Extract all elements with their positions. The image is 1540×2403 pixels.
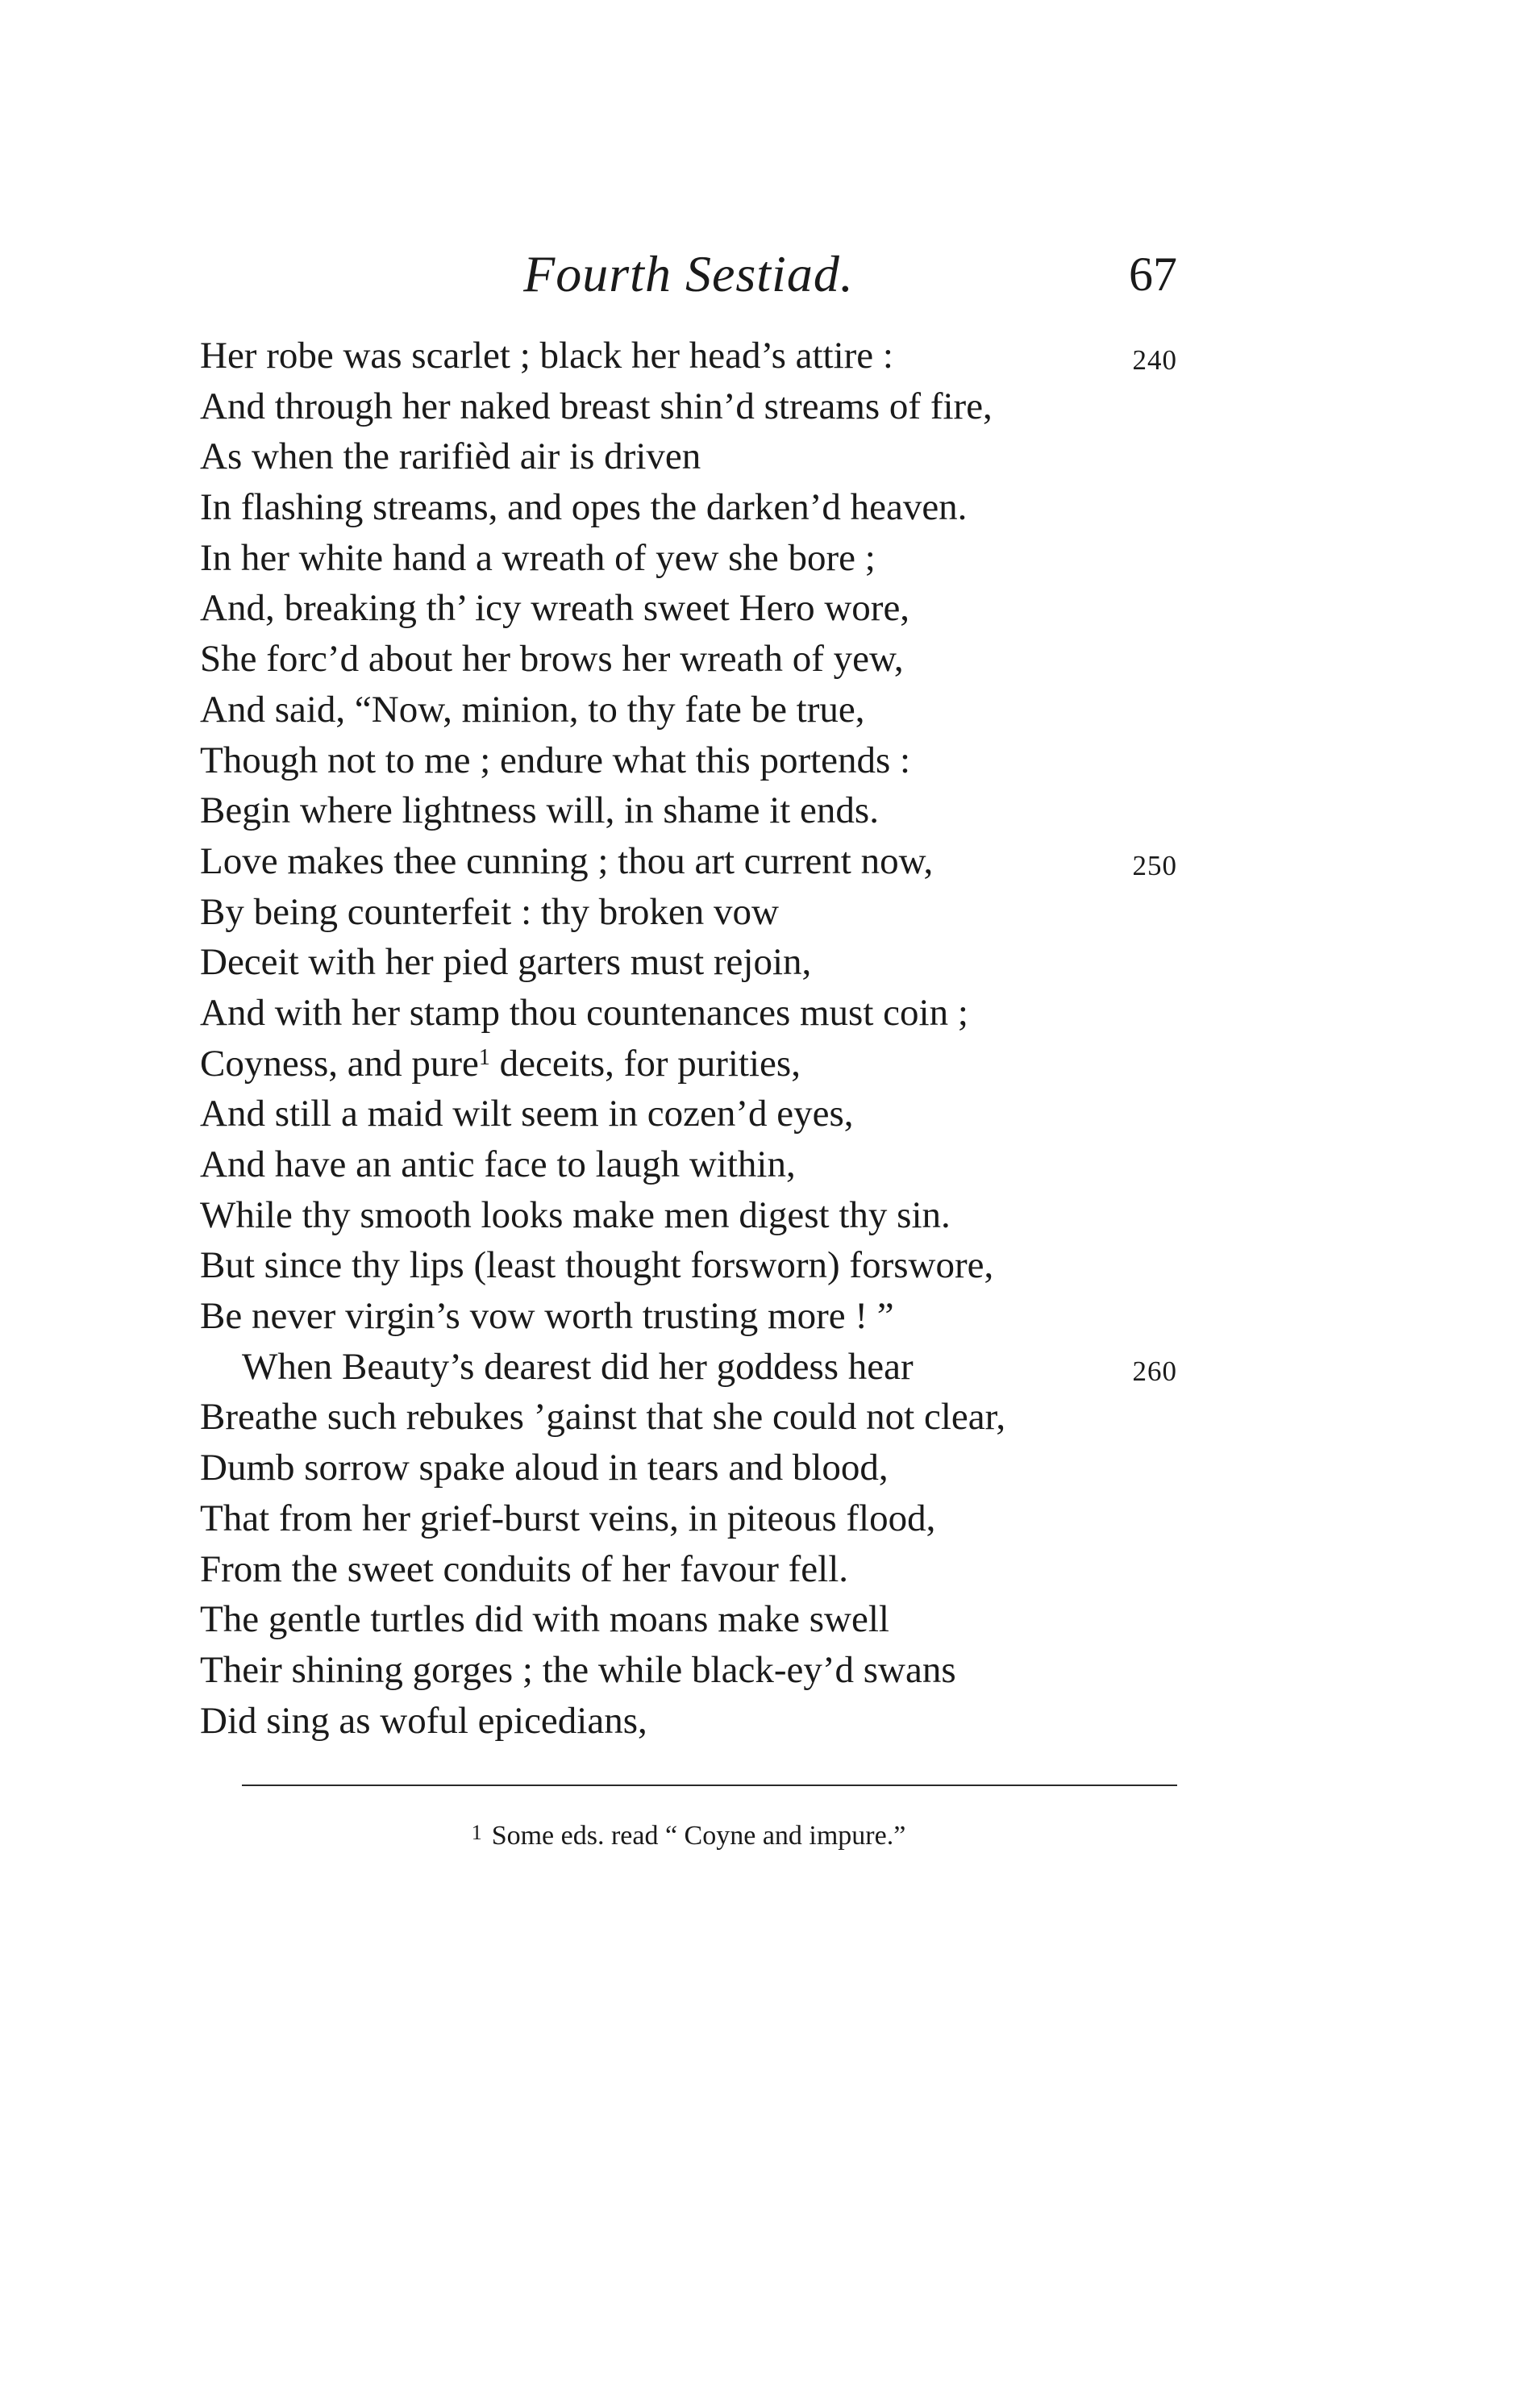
verse-line <box>200 1342 1177 1393</box>
verse-text: When Beauty’s dearest did her goddess hear <box>242 1345 914 1388</box>
verse-line <box>200 1594 1177 1645</box>
verse-text: And still a maid wilt seem in cozen’d eyes, <box>200 1093 854 1135</box>
verse-line <box>200 1696 1177 1747</box>
verse-text: And with her stamp thou countenances must coin ; <box>200 991 968 1034</box>
verse-text: That from her grief-burst veins, in piteous flood, <box>200 1497 936 1539</box>
verse-line <box>200 583 1177 634</box>
verse-line <box>200 1493 1177 1544</box>
page-header <box>200 234 1177 314</box>
line-number: 240 <box>1132 344 1177 376</box>
verse-text: Begin where lightness will, in shame it ends. <box>200 789 879 832</box>
verse-text-after-mark: deceits, for purities, <box>489 1042 801 1085</box>
verse-text: Love makes thee cunning ; thou art current now, <box>200 839 934 882</box>
footnote-text: Some eds. read “ Coyne and impure.” <box>491 1821 906 1851</box>
verse-line <box>200 1139 1177 1190</box>
verse-text: And have an antic face to laugh within, <box>200 1143 796 1185</box>
verse-text: And through her naked breast shin’d streams of fire, <box>200 385 993 427</box>
verse-line <box>200 1039 1177 1089</box>
verse-text: Her robe was scarlet ; black her head’s attire : <box>200 335 893 377</box>
verse-text: Be never virgin’s vow worth trusting more ! ” <box>200 1295 894 1338</box>
verse-text: And said, “Now, minion, to thy fate be true, <box>200 688 865 731</box>
verse-line <box>200 533 1177 584</box>
verse-text: By being counterfeit : thy broken vow <box>200 890 779 933</box>
verse-line <box>200 331 1177 381</box>
footnote <box>200 1813 1177 1856</box>
poem-body <box>200 331 1177 1746</box>
verse-line <box>200 1291 1177 1342</box>
line-number: 250 <box>1132 849 1177 881</box>
verse-text: And, breaking th’ icy wreath sweet Hero wore, <box>200 587 910 630</box>
footnote-mark: 1 <box>471 1821 482 1844</box>
verse-text: In her white hand a wreath of yew she bore ; <box>200 536 876 579</box>
footnote-reference-mark: 1 <box>478 1044 490 1070</box>
verse-text: While thy smooth looks make men digest thy sin. <box>200 1193 951 1236</box>
verse-line <box>200 685 1177 735</box>
verse-line <box>200 1240 1177 1291</box>
verse-text <box>200 1043 801 1085</box>
verse-line <box>200 887 1177 938</box>
verse-text-before-mark: Coyness, and pure <box>200 1042 479 1085</box>
verse-line <box>200 1089 1177 1139</box>
verse-text: She forc’d about her brows her wreath of yew, <box>200 638 904 681</box>
verse-line <box>200 1392 1177 1443</box>
verse-text: As when the rarifièd air is driven <box>200 435 701 478</box>
verse-text: Dumb sorrow spake aloud in tears and blood, <box>200 1447 889 1489</box>
verse-text: Did sing as woful epicedians, <box>200 1699 647 1742</box>
verse-line <box>200 381 1177 432</box>
verse-text: But since thy lips (least thought forsworn) forswore, <box>200 1244 994 1287</box>
verse-line <box>200 937 1177 988</box>
verse-line <box>200 735 1177 786</box>
verse-text: From the sweet conduits of her favour fell. <box>200 1547 849 1590</box>
verse-line <box>200 1443 1177 1493</box>
verse-line <box>200 634 1177 685</box>
verse-line <box>200 431 1177 482</box>
verse-text: The gentle turtles did with moans make swell <box>200 1598 889 1641</box>
line-number: 260 <box>1132 1355 1177 1387</box>
footnote-divider <box>242 1785 1177 1786</box>
running-title: Fourth Sestiad. <box>523 245 854 302</box>
verse-line <box>200 1645 1177 1696</box>
page-number: 67 <box>1129 248 1177 301</box>
verse-line <box>200 785 1177 836</box>
verse-line <box>200 1544 1177 1595</box>
verse-line <box>200 482 1177 533</box>
verse-text: Breathe such rebukes ’gainst that she could not clear, <box>200 1396 1006 1439</box>
verse-line <box>200 1190 1177 1241</box>
verse-text: Their shining gorges ; the while black-ey’d swans <box>200 1648 956 1691</box>
verse-text: Though not to me ; endure what this portends : <box>200 739 911 781</box>
verse-text: In flashing streams, and opes the darken’d heaven. <box>200 486 968 529</box>
verse-text: Deceit with her pied garters must rejoin, <box>200 941 812 984</box>
verse-line <box>200 988 1177 1039</box>
verse-line <box>200 836 1177 887</box>
